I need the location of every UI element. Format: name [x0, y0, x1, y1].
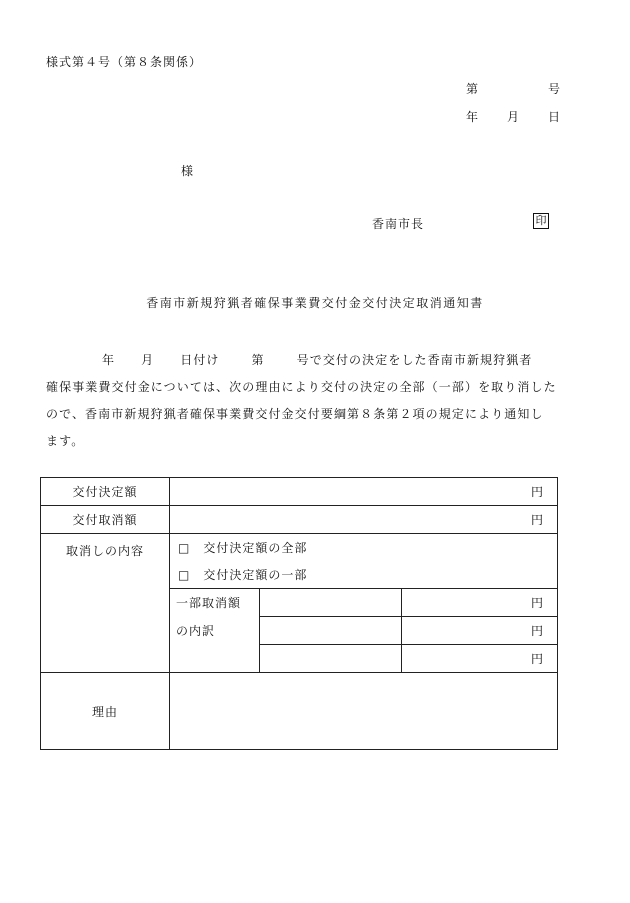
body-number-prefix: 第	[251, 353, 265, 367]
number-prefix: 第	[466, 82, 479, 96]
info-table	[40, 477, 558, 750]
body-dated: 日付け	[180, 353, 220, 367]
breakdown-amount-2: 円	[402, 617, 558, 645]
option-part-checkbox: □ 交付決定額の一部	[170, 561, 558, 589]
body-year: 年	[102, 353, 116, 367]
table-row-reason	[41, 673, 558, 750]
recipient-suffix: 様	[181, 164, 194, 178]
breakdown-label-line-1: 一部取消額	[176, 596, 242, 610]
number-suffix: 号	[547, 82, 560, 96]
breakdown-item-2	[260, 617, 402, 645]
body-line-4: ます。	[46, 434, 85, 448]
decided-amount-value: 円	[170, 478, 558, 506]
table-row-option-all	[41, 534, 558, 562]
decided-amount-label: 交付決定額	[41, 478, 170, 506]
body-line-3: ので、香南市新規狩猟者確保事業費交付金交付要綱第８条第２項の規定により通知し	[46, 407, 544, 421]
body-text	[46, 347, 562, 455]
reason-value	[170, 673, 558, 750]
table-row-decided	[41, 478, 558, 506]
body-month: 月	[141, 353, 155, 367]
breakdown-amount-3: 円	[402, 645, 558, 673]
canceled-amount-value: 円	[170, 506, 558, 534]
body-line-2: 確保事業費交付金については、次の理由により交付の決定の全部（一部）を取り消した	[46, 380, 557, 394]
breakdown-label	[170, 589, 260, 673]
form-number: 様式第４号（第８条関係）	[46, 55, 203, 69]
body-line-1	[46, 347, 562, 374]
breakdown-label-line-2: の内訳	[176, 624, 216, 638]
breakdown-amount-1: 円	[402, 589, 558, 617]
issuer-name: 香南市長	[372, 217, 425, 231]
date-day: 日	[547, 110, 560, 124]
breakdown-item-3	[260, 645, 402, 673]
date-year: 年	[466, 110, 479, 124]
breakdown-item-1	[260, 589, 402, 617]
canceled-amount-label: 交付取消額	[41, 506, 170, 534]
date-month: 月	[507, 110, 520, 124]
reason-label: 理由	[41, 673, 170, 750]
cancel-content-label: 取消しの内容	[41, 534, 170, 673]
option-all-checkbox: □ 交付決定額の全部	[170, 534, 558, 562]
seal-mark: 印	[533, 213, 549, 229]
document-title: 香南市新規狩猟者確保事業費交付金交付決定取消通知書	[146, 296, 484, 310]
table-row-canceled	[41, 506, 558, 534]
body-line-1-rest: 号で交付の決定をした香南市新規狩猟者	[296, 353, 533, 367]
